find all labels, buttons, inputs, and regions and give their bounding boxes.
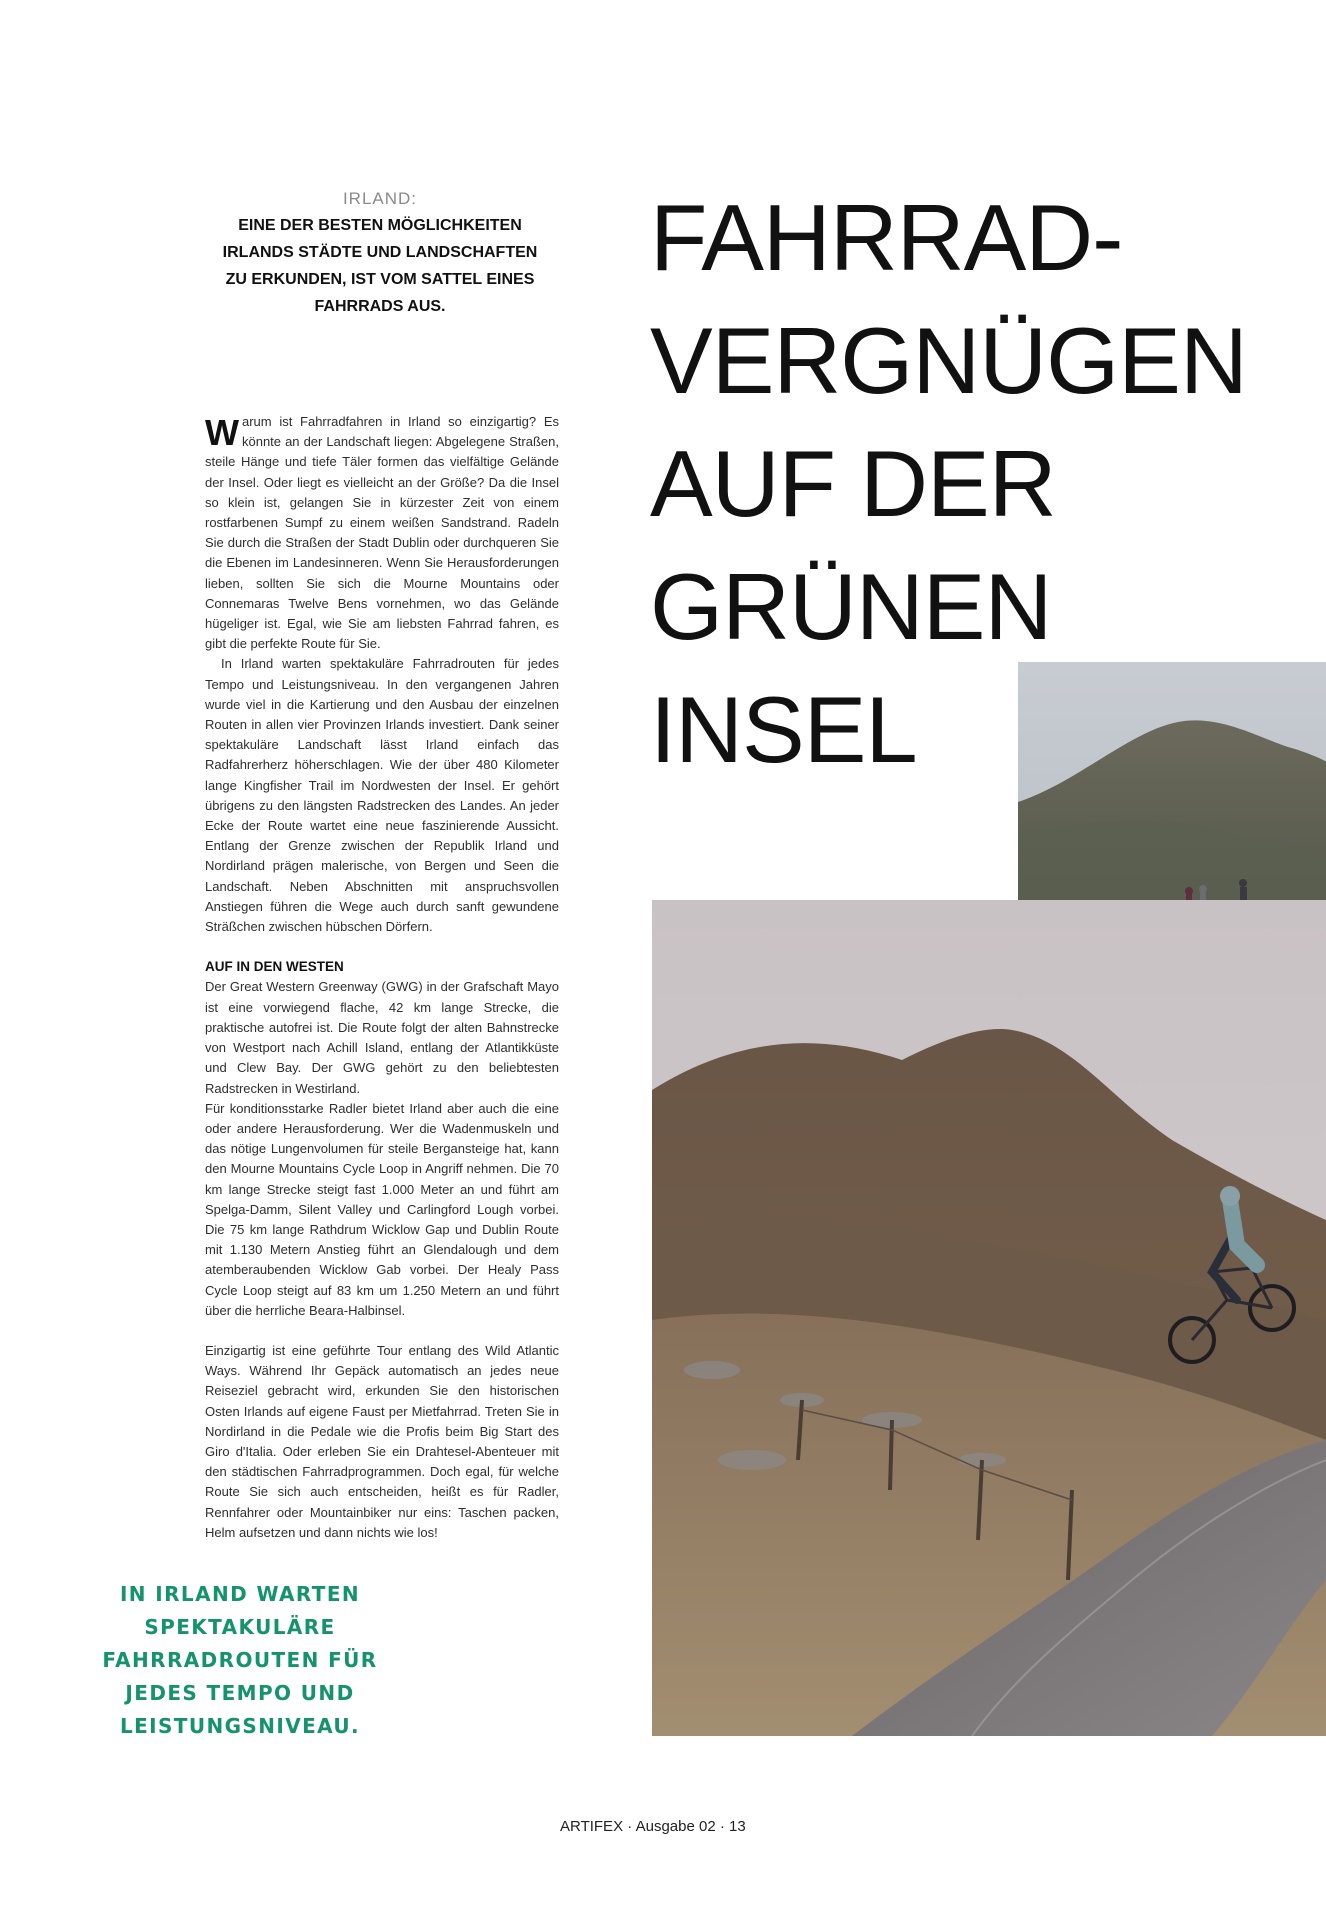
article-paragraph-text: arum ist Fahrradfahren in Irland so einzigartig? Es könnte an der Landschaft liegen: Abgelegene Straßen, steile Hänge und tiefe Täler formen das vielfältige Gelände der Insel. Oder liegt es vielleicht an der Größe? Da die Insel so klein ist, gelangen Sie in kürzester Zeit von einem rostfarbenen Sumpf zu einem weißen Sandstrand. Radeln Sie durch die Straßen der Stadt Dublin oder durchqueren Sie die Ebenen im Landesinneren. Wenn Sie Herausforderungen lieben, sollten Sie sich die Mourne Mountains oder Connemaras Twelve Bens vornehmen, wo das Gelände hügeliger ist. Egal, wie Sie am liebsten Fahrrad fahren, es gibt die perfekte Route für Sie. (205, 414, 559, 652)
magazine-name: ARTIFEX (560, 1818, 624, 1835)
page-footer: ARTIFEX · Ausgabe 02 · 13 (560, 1818, 746, 1835)
article-paragraph (205, 412, 559, 654)
pull-quote-line: LEISTUNGSNIVEAU. (119, 1714, 361, 1738)
road-cyclist-photo (652, 900, 1326, 1736)
headline-line: GRÜNEN (650, 554, 1052, 659)
kicker (200, 188, 560, 320)
dropcap: W (205, 412, 239, 453)
article-subheading: AUF IN DEN WESTEN (205, 959, 344, 975)
headline-line: VERGNÜGEN (650, 308, 1247, 413)
kicker-country: IRLAND: (342, 189, 418, 208)
article-body (205, 412, 559, 1543)
kicker-line: EINE DER BESTEN MÖGLICHKEITEN (238, 217, 522, 234)
headline-line: AUF DER (650, 431, 1056, 536)
article-paragraph: Für konditionsstarke Radler bietet Irland aber auch die eine oder andere Herausforderung. Wer die Wadenmuskeln und das nötige Lungenvolumen für steile Bergansteige hat, kann den Mourne Mountains Cycle Loop in Angriff nehmen. Die 70 km lange Strecke steigt fast 1.000 Meter an und führt am Spelga-Damm, Silent Valley und Carlingford Lough vorbei. Die 75 km lange Rathdrum Wicklow Gap und Dublin Route mit 1.130 Metern Anstieg führt an Glendalough und dem atemberaubenden Wicklow Gab vorbei. Der Healy Pass Cycle Loop steigt auf 83 km um 1.250 Metern an und führt über die herrliche Beara-Halbinsel. (205, 1100, 559, 1318)
article-paragraph: Der Great Western Greenway (GWG) in der Grafschaft Mayo ist eine vorwiegend flache, 42 km lange Strecke, die praktische autofrei ist. Die Route folgt der alten Bahnstrecke von Westport nach Achill Island, entlang der Atlantikküste und Clew Bay. Der GWG gehört zu den beliebtesten Radstrecken in Westirland. (205, 979, 559, 1096)
kicker-text (200, 212, 560, 320)
pull-quote-line: SPEKTAKULÄRE (144, 1615, 336, 1639)
article-paragraph: Einzigartig ist eine geführte Tour entlang des Wild Atlantic Ways. Während Ihr Gepäck automatisch an jedes neue Reiseziel gebracht wird, erkunden Sie den historischen Osten Irlands auf eigene Faust per Mietfahrrad. Treten Sie in Nordirland in die Pedale wie die Profis beim Big Start des Giro d'Italia. Oder erleben Sie ein Drahtesel-Abenteuer mit den städtischen Fahrradprogrammen. Doch egal, für welche Route Sie sich auch entscheiden, heißt es für Radler, Rennfahrer oder Mountainbiker nur eins: Taschen packen, Helm aufsetzen und dann nichts wie los! (205, 1342, 559, 1540)
pull-quote-line: IN IRLAND WARTEN (119, 1582, 361, 1606)
issue-label: Ausgabe 02 (635, 1818, 716, 1835)
page-number: 13 (729, 1818, 746, 1835)
article-paragraph: In Irland warten spektakuläre Fahrradrouten für jedes Tempo und Leistungsniveau. In den vergangenen Jahren wurde viel in die Kartierung und den Ausbau der einzelnen Routen in allen vier Provinzen Irlands investiert. Dank seiner spektakuläre Landschaft lässt Irland einfach das Radfahrerherz höherschlagen. Wie der über 480 Kilometer lange Kingfisher Trail im Nordwesten der Insel. Er gehört übrigens zu den längsten Radstrecken des Landes. An jeder Ecke der Route wartet eine neue faszinierende Aussicht. Entlang der Grenze zwischen der Republik Irland und Nordirland prägen malerische, von Bergen und Seen die Landschaft. Neben Abschnitten mit anspruchsvollen Anstiegen führen die Wege auch durch sanft gewundene Sträßchen zwischen hübschen Dörfern. (205, 656, 559, 935)
headline-line: INSEL (650, 677, 917, 782)
kicker-line: FAHRRADS AUS. (314, 298, 446, 315)
pull-quote (90, 1578, 390, 1743)
pull-quote-line: JEDES TEMPO UND (125, 1681, 355, 1705)
kicker-line: ZU ERKUNDEN, IST VOM SATTEL EINES (225, 271, 535, 288)
headline-line: FAHRRAD- (650, 185, 1123, 290)
kicker-line: IRLANDS STÄDTE UND LANDSCHAFTEN (222, 244, 538, 261)
pull-quote-line: FAHRRADROUTEN FÜR (102, 1648, 378, 1672)
